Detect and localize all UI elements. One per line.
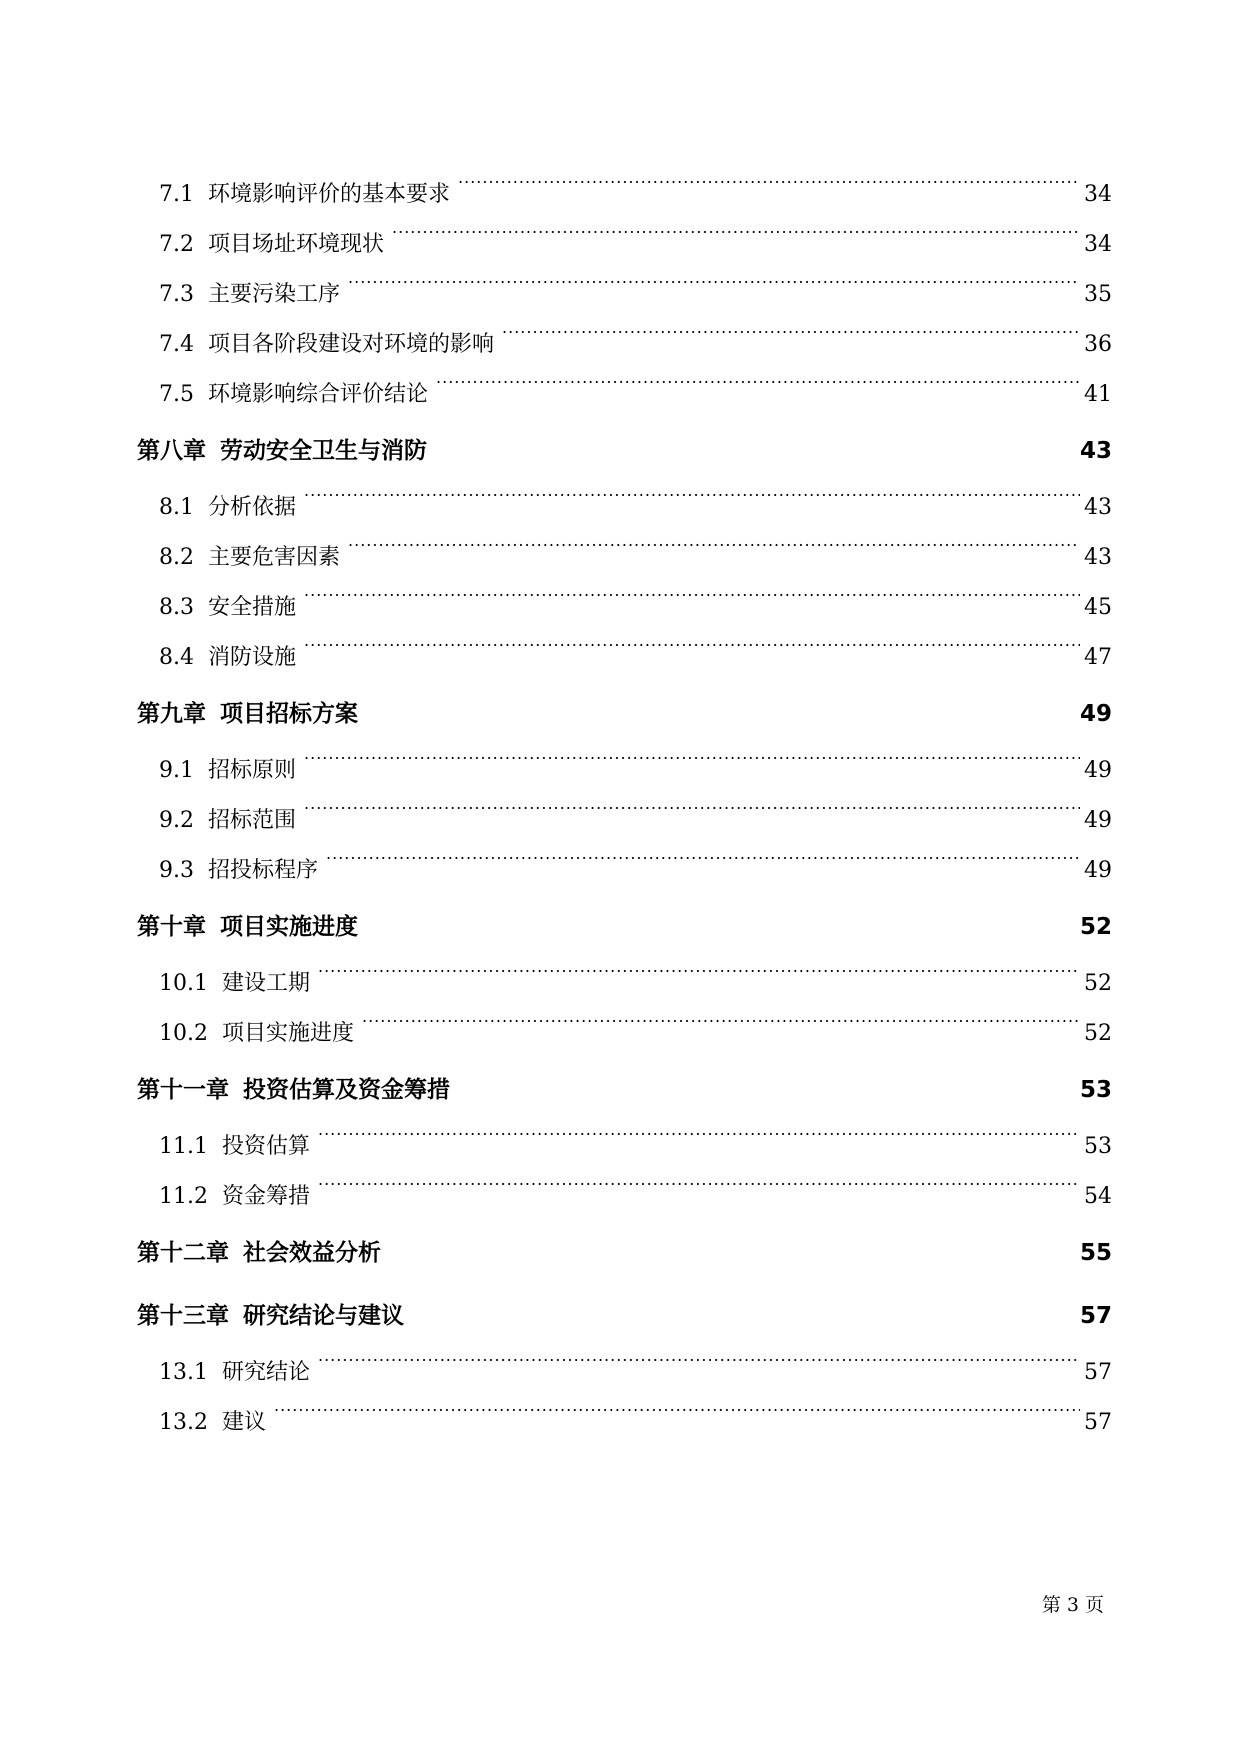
- toc-entry-title: 投资估算: [221, 1134, 310, 1159]
- toc-section-entry[interactable]: [137, 370, 1112, 420]
- toc-entry-title: 招标原则: [208, 758, 297, 783]
- toc-section-entry[interactable]: [137, 633, 1112, 683]
- toc-dot-leader: [304, 592, 1080, 614]
- toc-entry-title: 环境影响综合评价结论: [208, 382, 429, 407]
- toc-section-entry[interactable]: [137, 1122, 1112, 1172]
- toc-dot-leader: [458, 179, 1080, 201]
- toc-entry-title: 项目实施进度: [220, 914, 358, 940]
- toc-chapter-entry[interactable]: [137, 1059, 1112, 1122]
- toc-dot-leader: [389, 1237, 1076, 1260]
- toc-entry-page-number: 47: [1084, 645, 1112, 670]
- toc-entry-number: 8.1: [159, 495, 194, 520]
- toc-entry-number: 7.5: [159, 382, 194, 407]
- toc-section-entry[interactable]: [137, 1009, 1112, 1059]
- table-of-contents: [137, 170, 1112, 1448]
- toc-chapter-entry[interactable]: [137, 1285, 1112, 1348]
- toc-section-entry[interactable]: [137, 320, 1112, 370]
- toc-entry-title: 主要危害因素: [208, 545, 341, 570]
- toc-entry-page-number: 49: [1079, 701, 1112, 727]
- toc-entry-number: 第十章: [137, 914, 206, 940]
- toc-dot-leader: [318, 1357, 1080, 1379]
- toc-section-entry[interactable]: [137, 959, 1112, 1009]
- toc-entry-number: 第九章: [137, 701, 206, 727]
- toc-section-entry[interactable]: [137, 846, 1112, 896]
- toc-entry-number: 10.2: [159, 1021, 208, 1046]
- toc-entry-page-number: 57: [1079, 1303, 1112, 1329]
- toc-section-entry[interactable]: [137, 746, 1112, 796]
- toc-chapter-entry[interactable]: [137, 1222, 1112, 1285]
- toc-entry-page-number: 53: [1084, 1134, 1112, 1159]
- toc-entry-number: 7.1: [159, 182, 194, 207]
- toc-entry-title: 劳动安全卫生与消防: [220, 438, 427, 464]
- toc-entry-title: 项目各阶段建设对环境的影响: [208, 332, 495, 357]
- toc-entry-page-number: 41: [1084, 382, 1112, 407]
- toc-entry-page-number: 55: [1079, 1240, 1112, 1266]
- toc-entry-page-number: 43: [1084, 545, 1112, 570]
- toc-section-entry[interactable]: [137, 220, 1112, 270]
- toc-entry-title: 安全措施: [208, 595, 297, 620]
- toc-entry-number: 7.3: [159, 282, 194, 307]
- toc-section-entry[interactable]: [137, 796, 1112, 846]
- toc-entry-number: 11.1: [159, 1134, 208, 1159]
- toc-dot-leader: [458, 1074, 1076, 1097]
- toc-dot-leader: [326, 855, 1080, 877]
- toc-entry-title: 研究结论与建议: [243, 1303, 404, 1329]
- toc-entry-page-number: 57: [1084, 1360, 1112, 1385]
- toc-dot-leader: [502, 329, 1080, 351]
- toc-dot-leader: [366, 698, 1076, 721]
- toc-entry-page-number: 53: [1079, 1077, 1112, 1103]
- page-number-footer: 第 3 页: [1041, 1594, 1104, 1616]
- toc-entry-page-number: 52: [1079, 914, 1112, 940]
- toc-entry-number: 第十一章: [137, 1077, 229, 1103]
- toc-dot-leader: [436, 379, 1080, 401]
- toc-entry-page-number: 34: [1084, 182, 1112, 207]
- toc-section-entry[interactable]: [137, 1172, 1112, 1222]
- toc-dot-leader: [304, 492, 1080, 514]
- toc-entry-number: 7.2: [159, 232, 194, 257]
- toc-entry-title: 社会效益分析: [243, 1240, 381, 1266]
- toc-entry-number: 9.1: [159, 758, 194, 783]
- toc-entry-title: 建设工期: [221, 971, 310, 996]
- toc-section-entry[interactable]: [137, 270, 1112, 320]
- toc-dot-leader: [392, 229, 1080, 251]
- toc-entry-page-number: 49: [1084, 858, 1112, 883]
- toc-entry-page-number: 52: [1084, 1021, 1112, 1046]
- toc-dot-leader: [274, 1407, 1080, 1429]
- toc-chapter-entry[interactable]: [137, 683, 1112, 746]
- toc-entry-title: 分析依据: [208, 495, 297, 520]
- toc-entry-page-number: 45: [1084, 595, 1112, 620]
- toc-entry-number: 8.4: [159, 645, 194, 670]
- toc-entry-number: 第十二章: [137, 1240, 229, 1266]
- toc-dot-leader: [318, 1131, 1080, 1153]
- toc-entry-page-number: 49: [1084, 758, 1112, 783]
- toc-dot-leader: [348, 542, 1080, 564]
- toc-entry-number: 9.3: [159, 858, 194, 883]
- toc-entry-title: 招标范围: [208, 808, 297, 833]
- toc-entry-number: 第八章: [137, 438, 206, 464]
- toc-entry-title: 研究结论: [221, 1360, 310, 1385]
- toc-entry-title: 项目招标方案: [220, 701, 358, 727]
- toc-entry-number: 11.2: [159, 1184, 208, 1209]
- toc-entry-title: 投资估算及资金筹措: [243, 1077, 450, 1103]
- toc-dot-leader: [304, 805, 1080, 827]
- toc-section-entry[interactable]: [137, 170, 1112, 220]
- toc-section-entry[interactable]: [137, 583, 1112, 633]
- toc-entry-number: 10.1: [159, 971, 208, 996]
- toc-dot-leader: [412, 1300, 1076, 1323]
- toc-entry-page-number: 49: [1084, 808, 1112, 833]
- toc-entry-page-number: 36: [1084, 332, 1112, 357]
- toc-entry-title: 环境影响评价的基本要求: [208, 182, 451, 207]
- toc-entry-title: 项目实施进度: [221, 1021, 354, 1046]
- toc-section-entry[interactable]: [137, 533, 1112, 583]
- toc-entry-number: 9.2: [159, 808, 194, 833]
- toc-dot-leader: [366, 911, 1076, 934]
- toc-dot-leader: [304, 755, 1080, 777]
- toc-entry-number: 13.2: [159, 1410, 208, 1435]
- toc-entry-number: 7.4: [159, 332, 194, 357]
- toc-entry-page-number: 43: [1084, 495, 1112, 520]
- toc-entry-page-number: 34: [1084, 232, 1112, 257]
- toc-entry-title: 资金筹措: [221, 1184, 310, 1209]
- toc-entry-page-number: 54: [1084, 1184, 1112, 1209]
- toc-dot-leader: [348, 279, 1080, 301]
- toc-entry-number: 8.2: [159, 545, 194, 570]
- toc-entry-number: 13.1: [159, 1360, 208, 1385]
- toc-section-entry[interactable]: [137, 1348, 1112, 1398]
- toc-entry-title: 主要污染工序: [208, 282, 341, 307]
- toc-chapter-entry[interactable]: [137, 896, 1112, 959]
- toc-entry-title: 项目场址环境现状: [208, 232, 385, 257]
- toc-section-entry[interactable]: [137, 1398, 1112, 1448]
- toc-chapter-entry[interactable]: [137, 420, 1112, 483]
- toc-dot-leader: [318, 968, 1080, 990]
- toc-entry-title: 消防设施: [208, 645, 297, 670]
- toc-dot-leader: [304, 642, 1080, 664]
- toc-dot-leader: [362, 1018, 1080, 1040]
- toc-entry-page-number: 43: [1079, 438, 1112, 464]
- toc-entry-title: 建议: [221, 1410, 266, 1435]
- toc-dot-leader: [435, 435, 1076, 458]
- toc-entry-page-number: 52: [1084, 971, 1112, 996]
- toc-section-entry[interactable]: [137, 483, 1112, 533]
- toc-entry-number: 8.3: [159, 595, 194, 620]
- toc-entry-page-number: 57: [1084, 1410, 1112, 1435]
- toc-entry-number: 第十三章: [137, 1303, 229, 1329]
- toc-dot-leader: [318, 1181, 1080, 1203]
- toc-entry-page-number: 35: [1084, 282, 1112, 307]
- toc-entry-title: 招投标程序: [208, 858, 319, 883]
